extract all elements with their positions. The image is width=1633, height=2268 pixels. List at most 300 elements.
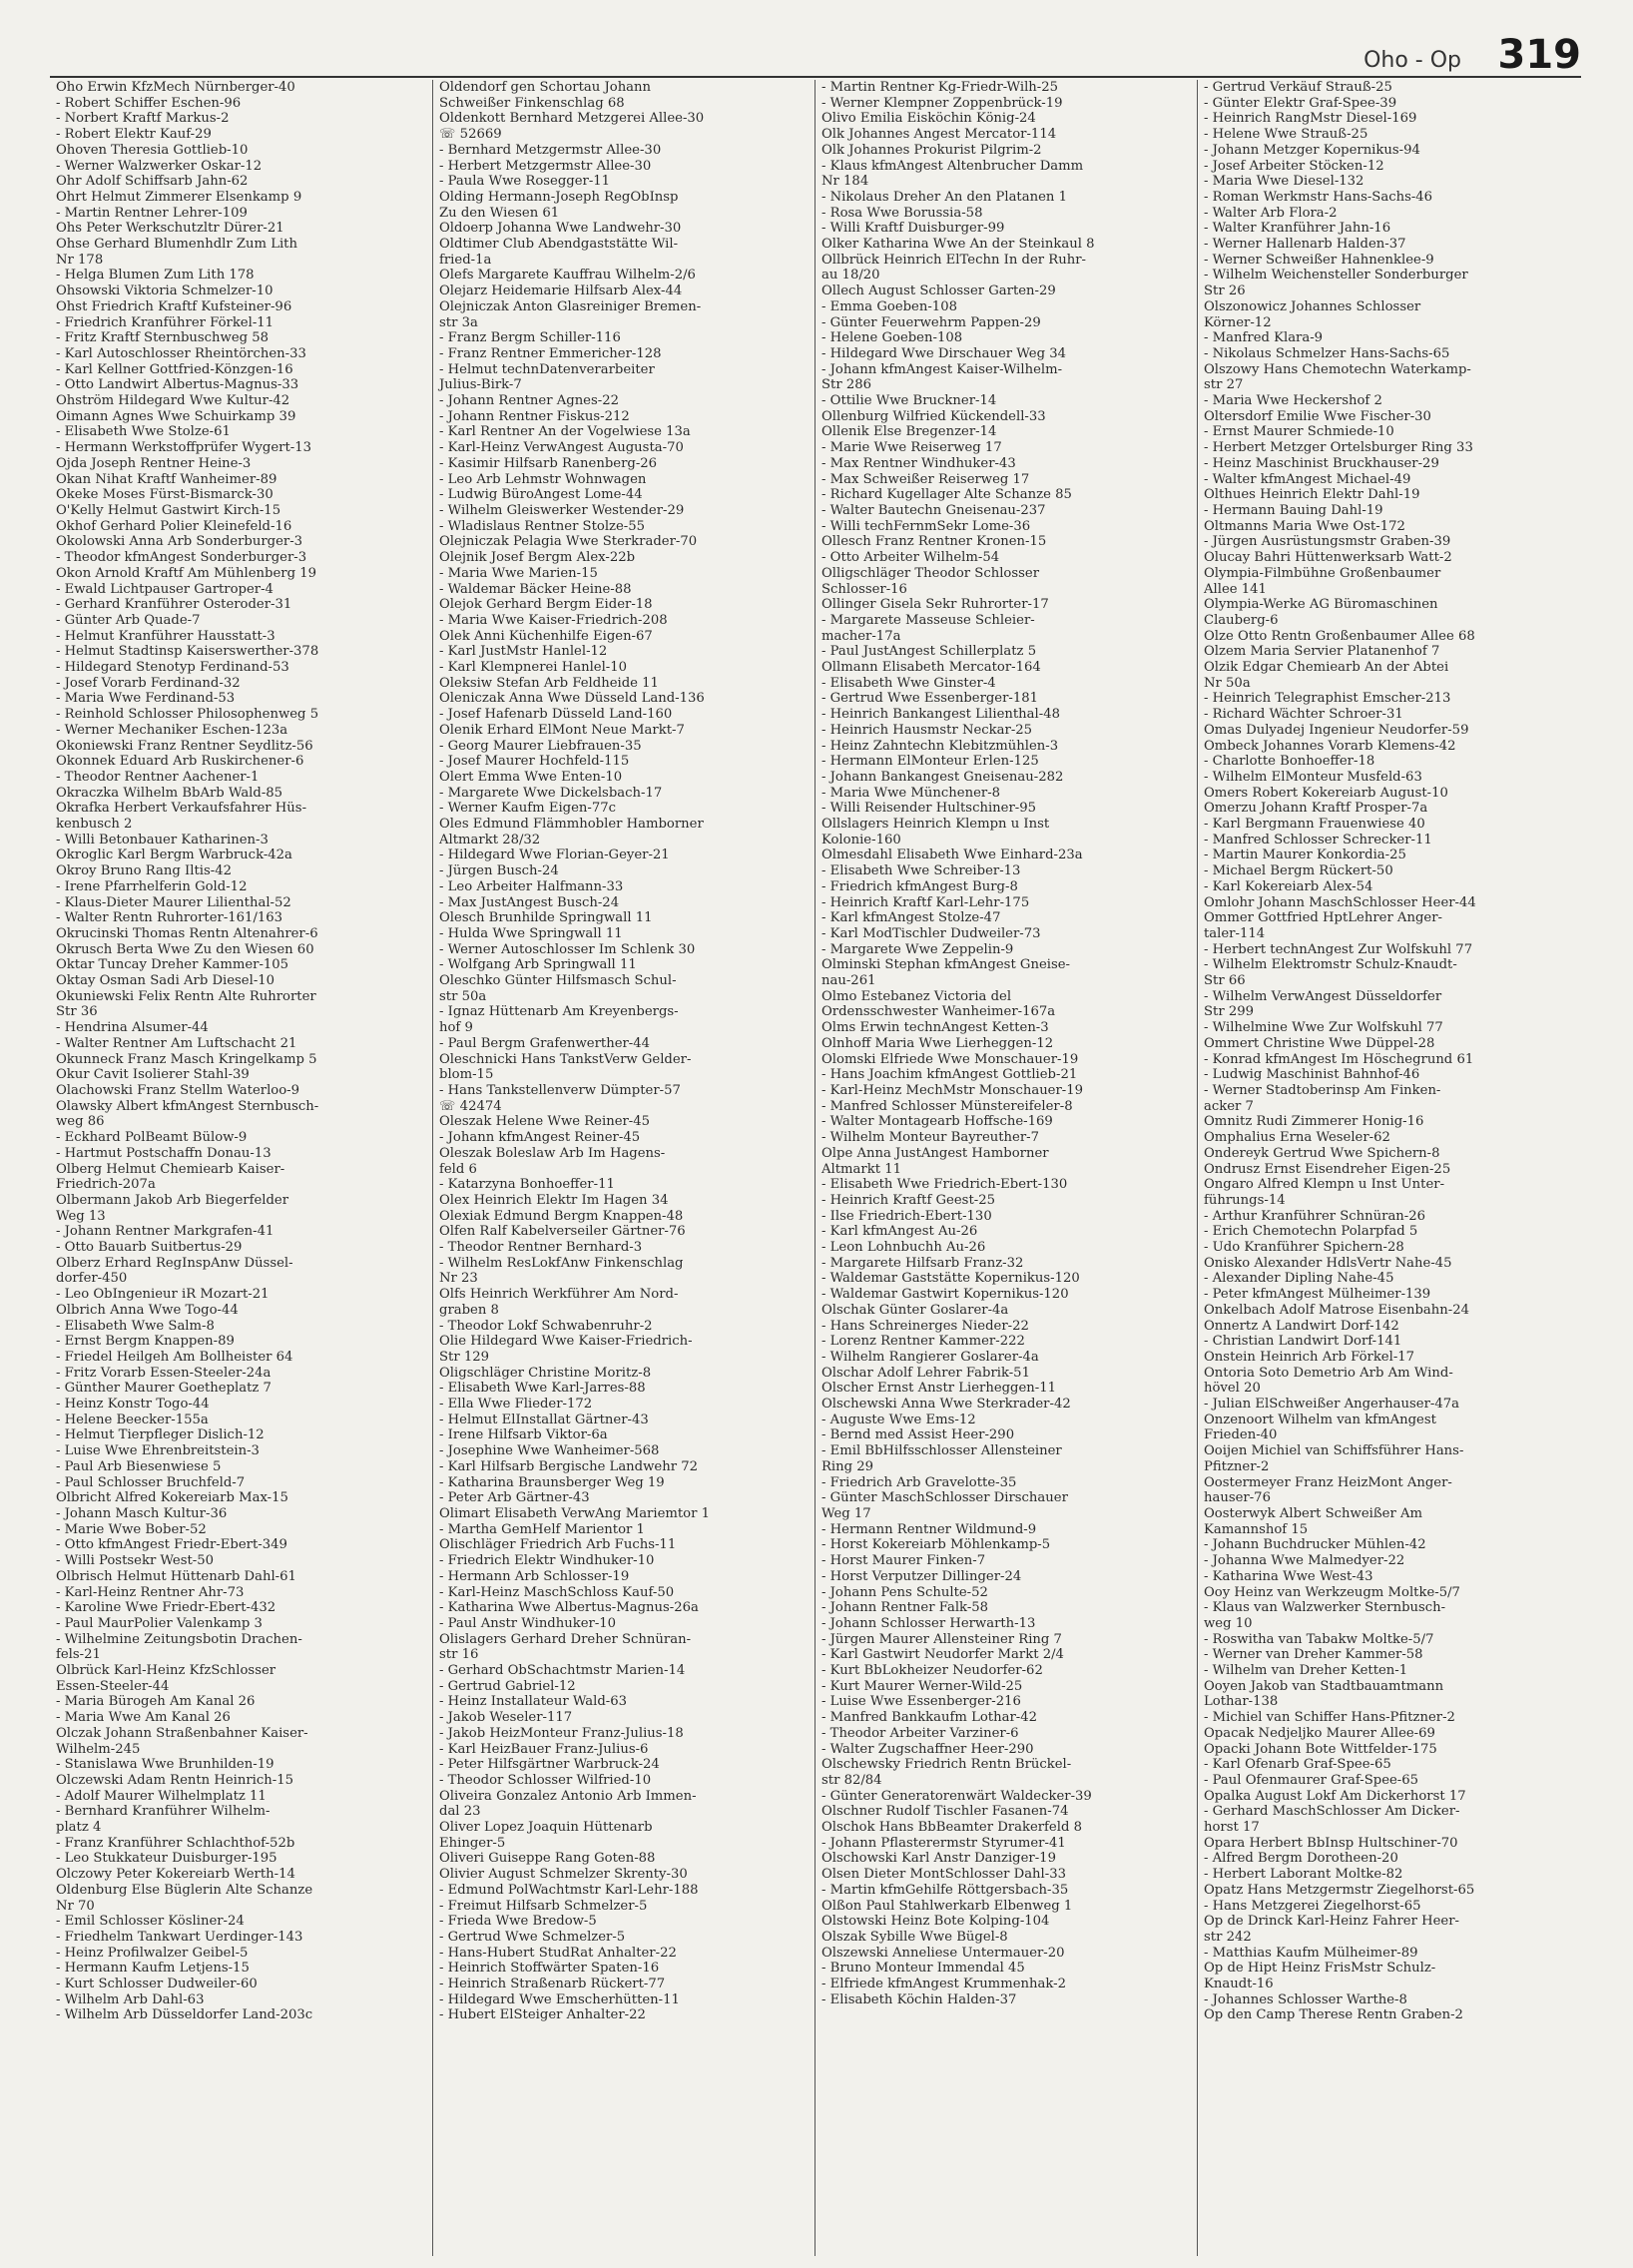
directory-entry: - Josef Maurer Hochfeld-115 [439,754,630,770]
directory-entry: Okunneck Franz Masch Kringelkamp 5 [56,1051,317,1067]
directory-entry: - Heinrich Kraftf Geest-25 [821,1192,995,1208]
directory-entry: Oldoerp Johanna Wwe Landwehr-30 [439,221,682,237]
directory-entry: Olejniczak Anton Glasreiniger Bremen- [439,298,702,314]
directory-entry: Oleksiw Stefan Arb Feldheide 11 [439,675,659,691]
directory-entry: - Hermann Werkstoffprüfer Wygert-13 [56,440,311,456]
directory-entry: - Willi Reisender Hultschiner-95 [821,801,1037,817]
directory-entry: Oltmanns Maria Wwe Ost-172 [1204,518,1405,534]
directory-entry: Weg 13 [56,1208,106,1224]
directory-entry: - Helene Wwe Strauß-25 [1204,127,1368,143]
directory-entry: - Herbert Metzgermstr Allee-30 [439,158,652,174]
directory-entry: - Wilhelm Rangierer Goslarer-4a [821,1349,1039,1365]
directory-entry: - Heinrich Telegraphist Emscher-213 [1204,691,1451,707]
directory-entry: - Ernst Maurer Schmiede-10 [1204,424,1394,440]
directory-entry: - Emma Goeben-108 [821,298,957,314]
directory-entry: - Elisabeth Wwe Karl-Jarres-88 [439,1381,646,1397]
directory-entry: - Emil Schlosser Kösliner-24 [56,1914,245,1930]
directory-entry: - Hendrina Alsumer-44 [56,1020,209,1036]
directory-entry: - Waldemar Bäcker Heine-88 [439,581,632,597]
directory-entry: Okroglic Karl Bergm Warbruck-42a [56,848,292,863]
directory-entry: str 242 [1204,1929,1252,1945]
directory-entry: - Jakob HeizMonteur Franz-Julius-18 [439,1725,684,1741]
directory-entry: - Johann kfmAngest Reiner-45 [439,1130,641,1146]
directory-entry: weg 86 [56,1114,105,1130]
directory-entry: Ooy Heinz van Werkzeugm Moltke-5/7 [1204,1584,1460,1600]
directory-entry: - Irene Pfarrhelferin Gold-12 [56,878,248,894]
directory-entry: - Margarete Masseuse Schleier- [821,612,1035,628]
directory-entry: dal 23 [439,1804,481,1820]
directory-entry: - Werner Klempner Zoppenbrück-19 [821,95,1063,111]
directory-entry: Okan Nihat Kraftf Wanheimer-89 [56,471,277,487]
directory-entry: - Leo ObIngenieur iR Mozart-21 [56,1287,270,1303]
directory-entry: - Elfriede kfmAngest Krummenhak-2 [821,1977,1066,1992]
directory-entry: Str 299 [1204,1004,1255,1020]
directory-entry: - Marie Wwe Reiserweg 17 [821,440,1002,456]
directory-entry: - Hildegard Wwe Florian-Geyer-21 [439,848,670,863]
directory-entry: Ollenburg Wilfried Kückendell-33 [821,408,1046,424]
directory-entry: Ollech August Schlosser Garten-29 [821,284,1056,299]
directory-entry: - Eckhard PolBeamt Bülow-9 [56,1130,248,1146]
directory-entry: - Wilhelm Monteur Bayreuther-7 [821,1130,1039,1146]
directory-entry: - Manfred Schlosser Münstereifeler-8 [821,1098,1073,1114]
directory-entry: - Ludwig Maschinist Bahnhof-46 [1204,1067,1420,1083]
directory-entry: - Heinz Installateur Wald-63 [439,1694,627,1710]
directory-entry: - Paula Wwe Rosegger-11 [439,174,611,190]
directory-entry: - Wilhelm ResLokfAnw Finkenschlag [439,1255,684,1271]
directory-entry: Oldtimer Club Abendgaststätte Wil- [439,237,679,253]
directory-entry: - Walter Montagearb Hoffsche-169 [821,1114,1053,1130]
directory-entry: - Nikolaus Schmelzer Hans-Sachs-65 [1204,345,1450,361]
directory-entry: - Hubert ElSteiger Anhalter-22 [439,2007,646,2023]
directory-entry: Julius-Birk-7 [439,377,522,393]
directory-entry: - Walter kfmAngest Michael-49 [1204,471,1411,487]
directory-entry: - Otto Landwirt Albertus-Magnus-33 [56,377,299,393]
directory-entry: - Maria Wwe Münchener-8 [821,785,1001,801]
directory-entry: Str 66 [1204,973,1246,989]
directory-entry: - Heinz Maschinist Bruckhauser-29 [1204,455,1439,471]
directory-entry: Okhof Gerhard Polier Kleinefeld-16 [56,518,292,534]
directory-entry: Allee 141 [1204,581,1267,597]
directory-entry: - Theodor Schlosser Wilfried-10 [439,1772,652,1788]
directory-entry: Oho Erwin KfzMech Nürnberger-40 [56,80,295,95]
directory-entry: - Karl-Heinz MechMstr Monschauer-19 [821,1083,1084,1098]
directory-entry: - Helmut Stadtinsp Kaiserswerther-378 [56,644,319,660]
directory-entry: - Johann Schlosser Herwarth-13 [821,1615,1036,1631]
directory-entry: Olschewski Anna Wwe Sterkrader-42 [821,1397,1071,1413]
directory-entry: Ordensschwester Wanheimer-167a [821,1004,1056,1020]
directory-entry: - Hans-Hubert StudRat Anhalter-22 [439,1945,677,1961]
directory-entry: - Paul Ofenmaurer Graf-Spee-65 [1204,1772,1419,1788]
directory-entry: - Otto Bauarb Suitbertus-29 [56,1240,243,1256]
directory-entry: Friedrich-207a [56,1177,156,1193]
directory-entry: - Luise Wwe Ehrenbreitstein-3 [56,1443,260,1459]
directory-entry: - Johann Pens Schulte-52 [821,1584,988,1600]
directory-entry: Oimann Agnes Wwe Schuirkamp 39 [56,408,296,424]
directory-entry: - Paul Bergm Grafenwerther-44 [439,1035,651,1051]
directory-entry: - Paul JustAngest Schillerplatz 5 [821,644,1037,660]
directory-entry: - Martin kfmGehilfe Röttgersbach-35 [821,1882,1069,1898]
directory-entry: - Elisabeth Wwe Schreiber-13 [821,863,1021,879]
directory-entry: Körner-12 [1204,314,1272,330]
directory-entry: - Martin Rentner Lehrer-109 [56,205,248,221]
directory-entry: Op de Hipt Heinz FrisMstr Schulz- [1204,1961,1436,1977]
directory-entry: - Bernd med Assist Heer-290 [821,1427,1015,1443]
directory-entry: - Norbert Kraftf Markus-2 [56,111,230,127]
directory-entry: Olympia-Filmbühne Großenbaumer [1204,565,1441,581]
directory-entry: Olejniczak Pelagia Wwe Sterkrader-70 [439,534,698,550]
directory-entry: - Helmut Kranführer Hausstatt-3 [56,628,275,644]
directory-entry: Okrusch Berta Wwe Zu den Wiesen 60 [56,941,314,957]
directory-entry: - Margarete Wwe Dickelsbach-17 [439,785,663,801]
directory-entry: fels-21 [56,1647,101,1663]
directory-entry: - Josef Vorarb Ferdinand-32 [56,675,241,691]
running-head: Oho - Op [1363,48,1461,73]
directory-entry: Olschowski Karl Anstr Danziger-19 [821,1851,1056,1867]
directory-entry: - Helmut technDatenverarbeiter [439,361,655,377]
directory-entry: - Hermann Kaufm Letjens-15 [56,1961,250,1977]
directory-entry: - Peter kfmAngest Mülheimer-139 [1204,1287,1431,1303]
directory-entry: - Kurt Schlosser Dudweiler-60 [56,1977,258,1992]
directory-entry: - Friedrich Arb Gravelotte-35 [821,1474,1017,1490]
directory-entry: Oleschnicki Hans TankstVerw Gelder- [439,1051,692,1067]
directory-entry: Ooijen Michiel van Schiffsführer Hans- [1204,1443,1464,1459]
directory-entry: Ohse Gerhard Blumenhdlr Zum Lith [56,237,297,253]
directory-entry: Okeke Moses Fürst-Bismarck-30 [56,487,273,503]
directory-entry: - Otto kfmAngest Friedr-Ebert-349 [56,1537,287,1553]
directory-entry: Okon Arnold Kraftf Am Mühlenberg 19 [56,565,317,581]
directory-entry: Oliver Lopez Joaquin Hüttenarb [439,1820,653,1836]
directory-entry: - Ella Wwe Flieder-172 [439,1397,593,1413]
directory-entry: Omnitz Rudi Zimmerer Honig-16 [1204,1114,1424,1130]
directory-entry: Olfen Ralf Kabelverseiler Gärtner-76 [439,1224,686,1240]
directory-entry: - Leo Arbeiter Halfmann-33 [439,878,624,894]
directory-entry: - Wilhelm Arb Dahl-63 [56,1991,205,2007]
directory-entry: Olding Hermann-Joseph RegObInsp [439,189,679,205]
directory-entry: - Maria Wwe Ferdinand-53 [56,691,236,707]
directory-entry: fried-1a [439,252,492,268]
directory-entry: Onisko Alexander HdlsVertr Nahe-45 [1204,1255,1452,1271]
directory-entry: Oltersdorf Emilie Wwe Fischer-30 [1204,408,1431,424]
directory-entry: - Maria Wwe Marien-15 [439,565,598,581]
directory-entry: - Heinrich RangMstr Diesel-169 [1204,111,1417,127]
directory-entry: - Klaus kfmAngest Altenbrucher Damm [821,158,1084,174]
directory-entry: - Marie Wwe Bober-52 [56,1521,207,1537]
directory-entry: - Leon Lohnbuchh Au-26 [821,1240,986,1256]
directory-entry: - Herbert Laborant Moltke-82 [1204,1867,1403,1883]
directory-entry: Olbrück Karl-Heinz KfzSchlosser [56,1663,276,1679]
directory-entry: Ooyen Jakob van Stadtbauamtmann [1204,1678,1444,1694]
directory-entry: - Günter MaschSchlosser Dirschauer [821,1490,1068,1506]
directory-entry: Nr 178 [56,252,104,268]
directory-entry: - Roman Werkmstr Hans-Sachs-46 [1204,189,1433,205]
directory-entry: - Manfred Bankkaufm Lothar-42 [821,1710,1037,1726]
directory-entry: Okoniewski Franz Rentner Seydlitz-56 [56,738,313,754]
directory-entry: - Irene Hilfsarb Viktor-6a [439,1427,608,1443]
directory-entry: Okrafka Herbert Verkaufsfahrer Hüs- [56,801,307,817]
directory-entry: - Heinz Zahntechn Klebitzmühlen-3 [821,738,1059,754]
directory-entry: - Horst Verputzer Dillinger-24 [821,1568,1022,1584]
directory-entry: Olschar Adolf Lehrer Fabrik-51 [821,1365,1030,1381]
directory-entry: Okur Cavit Isolierer Stahl-39 [56,1067,250,1083]
directory-entry: Schlosser-16 [821,581,907,597]
directory-entry: - Walter Bautechn Gneisenau-237 [821,502,1046,518]
directory-entry: Olex Heinrich Elektr Im Hagen 34 [439,1192,669,1208]
directory-entry: - Werner van Dreher Kammer-58 [1204,1647,1423,1663]
directory-entry: - Hermann ElMonteur Erlen-125 [821,754,1039,770]
directory-entry: - Martin Rentner Kg-Friedr-Wilh-25 [821,80,1059,95]
directory-entry: Oldendorf gen Schortau Johann [439,80,652,95]
directory-entry: - Günter Arb Quade-7 [56,612,201,628]
directory-entry: - Johann kfmAngest Kaiser-Wilhelm- [821,361,1063,377]
directory-entry: Olucay Bahri Hüttenwerksarb Watt-2 [1204,550,1452,566]
directory-entry: Nr 184 [821,174,869,190]
directory-entry: - Karl Bergmann Frauenwiese 40 [1204,817,1425,833]
directory-entry: Onnertz A Landwirt Dorf-142 [1204,1318,1399,1334]
directory-entry: - Hans Joachim kfmAngest Gottlieb-21 [821,1067,1078,1083]
directory-entry: - Theodor Rentner Bernhard-3 [439,1240,643,1256]
directory-entry: kenbusch 2 [56,817,133,833]
directory-entry: Olischläger Friedrich Arb Fuchs-11 [439,1537,677,1553]
directory-entry: Ollslagers Heinrich Klempn u Inst [821,817,1050,833]
directory-entry: Olszewski Anneliese Untermauer-20 [821,1945,1065,1961]
directory-entry: - Willi Kraftf Duisburger-99 [821,221,1005,237]
directory-entry: - Horst Maurer Finken-7 [821,1553,986,1569]
directory-entry: - Erich Chemotechn Polarpfad 5 [1204,1224,1418,1240]
directory-entry: - Ernst Bergm Knappen-89 [56,1334,235,1350]
directory-entry: Onstein Heinrich Arb Förkel-17 [1204,1349,1415,1365]
directory-entry: str 3a [439,314,478,330]
directory-entry: - Bernhard Kranführer Wilhelm- [56,1804,271,1820]
directory-entry: - Johann Rentner Agnes-22 [439,393,619,409]
directory-entry: Olms Erwin technAngest Ketten-3 [821,1020,1049,1036]
directory-entry: - Jürgen Busch-24 [439,863,559,879]
directory-entry: - Arthur Kranführer Schnüran-26 [1204,1208,1426,1224]
directory-entry: - Paul MaurPolier Valenkamp 3 [56,1615,263,1631]
directory-entry: Oleniczak Anna Wwe Düsseld Land-136 [439,691,705,707]
directory-entry: - Walter Kranführer Jahn-16 [1204,221,1391,237]
directory-entry: - Adolf Maurer Wilhelmplatz 11 [56,1788,267,1804]
directory-entry: - Hulda Wwe Springwall 11 [439,925,623,941]
directory-entry: Clauberg-6 [1204,612,1279,628]
directory-entry: - Theodor Arbeiter Varziner-6 [821,1725,1019,1741]
directory-entry: - Otto Arbeiter Wilhelm-54 [821,550,1000,566]
directory-entry: - Waldemar Gaststätte Kopernikus-120 [821,1271,1080,1287]
directory-entry: - Karl Autoschlosser Rheintörchen-33 [56,345,306,361]
directory-entry: Str 26 [1204,284,1246,299]
directory-entry: - Elisabeth Wwe Stolze-61 [56,424,231,440]
directory-entry: - Friedrich Elektr Windhuker-10 [439,1553,655,1569]
directory-entry: nau-261 [821,973,876,989]
directory-entry: Schweißer Finkenschlag 68 [439,95,625,111]
directory-entry: - Wilhelm van Dreher Ketten-1 [1204,1663,1408,1679]
directory-entry: Omlohr Johann MaschSchlosser Heer-44 [1204,894,1476,910]
directory-entry: - Maria Wwe Kaiser-Friedrich-208 [439,612,668,628]
directory-entry: - Bernhard Metzgermstr Allee-30 [439,142,662,158]
directory-entry: - Konrad kfmAngest Im Höschegrund 61 [1204,1051,1474,1067]
directory-entry: Olmo Estebanez Victoria del [821,988,1012,1004]
directory-entry: Oles Edmund Flämmhobler Hamborner [439,817,704,833]
directory-entry: - Walter Arb Flora-2 [1204,205,1338,221]
directory-entry: Olzem Maria Servier Platanenhof 7 [1204,644,1440,660]
directory-entry: Ring 29 [821,1458,874,1474]
directory-entry: - Wilhelm Weichensteller Sonderburger [1204,268,1468,284]
directory-entry: taler-114 [1204,925,1266,941]
directory-entry: Omerzu Johann Kraftf Prosper-7a [1204,801,1428,817]
directory-entry: Ongaro Alfred Klempn u Inst Unter- [1204,1177,1445,1193]
directory-entry: Olczewski Adam Rentn Heinrich-15 [56,1772,294,1788]
directory-entry: - Wladislaus Rentner Stolze-55 [439,518,646,534]
directory-entry: - Walter Zugschaffner Heer-290 [821,1741,1034,1757]
directory-entry: - Hans Schreinerges Nieder-22 [821,1318,1029,1334]
directory-entry: Oosterwyk Albert Schweißer Am [1204,1505,1422,1521]
directory-entry: Op de Drinck Karl-Heinz Fahrer Heer- [1204,1914,1459,1930]
directory-entry: - Werner Kaufm Eigen-77c [439,801,617,817]
directory-entry: Olberg Helmut Chemiearb Kaiser- [56,1161,285,1177]
directory-entry: führungs-14 [1204,1192,1286,1208]
directory-entry: - Wilhelm Arb Düsseldorfer Land-203c [56,2007,313,2023]
directory-entry: Olfs Heinrich Werkführer Am Nord- [439,1287,679,1303]
directory-entry: - Günther Maurer Goetheplatz 7 [56,1381,272,1397]
directory-entry: Ollesch Franz Rentner Kronen-15 [821,534,1047,550]
directory-entry: Olnhoff Maria Wwe Lierheggen-12 [821,1035,1054,1051]
directory-entry: feld 6 [439,1161,477,1177]
directory-entry: Olminski Stephan kfmAngest Gneise- [821,957,1071,973]
directory-entry: Olscher Ernst Anstr Lierheggen-11 [821,1381,1057,1397]
directory-entry: - Peter Arb Gärtner-43 [439,1490,590,1506]
directory-entry: Olek Anni Küchenhilfe Eigen-67 [439,628,653,644]
directory-entry: - Hans Tankstellenverw Dümpter-57 [439,1083,681,1098]
directory-entry: - Hermann Rentner Wildmund-9 [821,1521,1037,1537]
directory-entry: Olthues Heinrich Elektr Dahl-19 [1204,487,1420,503]
directory-entry: Onkelbach Adolf Matrose Eisenbahn-24 [1204,1302,1469,1318]
directory-entry: Str 129 [439,1349,490,1365]
directory-entry: Onzenoort Wilhelm van kfmAngest [1204,1412,1436,1427]
directory-entry: - Hans Metzgerei Ziegelhorst-65 [1204,1898,1421,1914]
directory-entry: - Josef Hafenarb Düsseld Land-160 [439,707,673,723]
directory-entry: - Stanislawa Wwe Brunhilden-19 [56,1757,274,1773]
directory-entry: - Günter Generatorenwärt Waldecker-39 [821,1788,1092,1804]
directory-entry: Olszonowicz Johannes Schlosser [1204,298,1421,314]
directory-entry: Ohrt Helmut Zimmerer Elsenkamp 9 [56,189,302,205]
directory-entry: - Willi Betonbauer Katharinen-3 [56,832,269,848]
directory-entry: - Maria Wwe Heckershof 2 [1204,393,1382,409]
directory-entry: Olschok Hans BbBeamter Drakerfeld 8 [821,1820,1082,1836]
directory-entry: Olze Otto Rentn Großenbaumer Allee 68 [1204,628,1475,644]
directory-entry: - Josephine Wwe Wanheimer-568 [439,1443,660,1459]
directory-entry: - Johann Buchdrucker Mühlen-42 [1204,1537,1426,1553]
directory-entry: - Peter Hilfsgärtner Warbruck-24 [439,1757,660,1773]
directory-entry: - Fritz Kraftf Sternbuschweg 58 [56,330,270,346]
directory-entry: - Martin Maurer Konkordia-25 [1204,848,1406,863]
directory-entry: str 50a [439,988,487,1004]
directory-entry: - Josef Arbeiter Stöcken-12 [1204,158,1384,174]
directory-entry: Omphalius Erna Weseler-62 [1204,1130,1390,1146]
directory-entry: Olawsky Albert kfmAngest Sternbusch- [56,1098,319,1114]
directory-entry: - Willi techFernmSekr Lome-36 [821,518,1031,534]
directory-entry: Olzik Edgar Chemiearb An der Abtei [1204,660,1449,676]
directory-entry: Oldenkott Bernhard Metzgerei Allee-30 [439,111,705,127]
directory-entry: Pfitzner-2 [1204,1458,1270,1474]
directory-entry: blom-15 [439,1067,494,1083]
directory-entry: - Hildegard Wwe Dirschauer Weg 34 [821,345,1067,361]
directory-entry: Ondereyk Gertrud Wwe Spichern-8 [1204,1145,1440,1161]
directory-entry: ☏ 42474 [439,1098,502,1114]
directory-entry: Olivo Emilia Eisköchin König-24 [821,111,1036,127]
directory-entry: - Robert Elektr Kauf-29 [56,127,212,143]
directory-entry: platz 4 [56,1820,102,1836]
directory-entry: - Elisabeth Wwe Ginster-4 [821,675,996,691]
directory-entry: - Willi Postsekr West-50 [56,1553,215,1569]
directory-entry: - Helmut Tierpfleger Dislich-12 [56,1427,265,1443]
directory-entry: - Werner Hallenarb Halden-37 [1204,237,1406,253]
directory-entry: - Maria Bürogeh Am Kanal 26 [56,1694,256,1710]
directory-entry: - Max JustAngest Busch-24 [439,894,620,910]
directory-entry: Ollbrück Heinrich ElTechn In der Ruhr- [821,252,1086,268]
directory-entry: Olie Hildegard Wwe Kaiser-Friedrich- [439,1334,693,1350]
directory-entry: - Werner Mechaniker Eschen-123a [56,722,288,738]
directory-entry: Op den Camp Therese Rentn Graben-2 [1204,2007,1463,2023]
directory-entry: str 16 [439,1647,479,1663]
directory-entry: - Udo Kranführer Spichern-28 [1204,1240,1404,1256]
directory-entry: Ehinger-5 [439,1835,506,1851]
directory-entry: - Paul Arb Biesenwiese 5 [56,1458,222,1474]
directory-entry: Ojda Joseph Rentner Heine-3 [56,455,252,471]
directory-entry: - Karoline Wwe Friedr-Ebert-432 [56,1600,276,1616]
directory-entry: Oleschko Günter Hilfsmasch Schul- [439,973,677,989]
directory-entry: - Günter Elektr Graf-Spee-39 [1204,95,1397,111]
directory-entry: - Roswitha van Tabakw Moltke-5/7 [1204,1631,1434,1647]
directory-entry: - Elisabeth Wwe Friedrich-Ebert-130 [821,1177,1068,1193]
directory-entry: Knaudt-16 [1204,1977,1274,1992]
directory-entry: Oligschläger Christine Moritz-8 [439,1365,652,1381]
directory-entry: - Bruno Monteur Immendal 45 [821,1961,1025,1977]
directory-entry: Olligschläger Theodor Schlosser [821,565,1039,581]
directory-entry: - Wilhelm VerwAngest Düsseldorfer [1204,988,1442,1004]
directory-entry: - Helene Goeben-108 [821,330,963,346]
directory-entry: - Matthias Kaufm Mülheimer-89 [1204,1945,1418,1961]
directory-entry: Olberz Erhard RegInspAnw Düssel- [56,1255,293,1271]
directory-entry: - Karl-Heinz Rentner Ahr-73 [56,1584,245,1600]
directory-entry: Olstowski Heinz Bote Kolping-104 [821,1914,1050,1930]
directory-entry: Nr 70 [56,1898,95,1914]
directory-entry: - Paul Anstr Windhuker-10 [439,1615,617,1631]
directory-entry: - Leo Stukkateur Duisburger-195 [56,1851,277,1867]
directory-entry: Olschner Rudolf Tischler Fasanen-74 [821,1804,1069,1820]
directory-entry: Opacak Nedjeljko Maurer Allee-69 [1204,1725,1435,1741]
directory-entry: Kamannshof 15 [1204,1521,1309,1537]
directory-entry: Olejnik Josef Bergm Alex-22b [439,550,636,566]
directory-entry: - Wilhelm ElMonteur Musfeld-63 [1204,769,1422,785]
directory-entry: Olczak Johann Straßenbahner Kaiser- [56,1725,308,1741]
directory-entry: Olszak Sybille Wwe Bügel-8 [821,1929,1008,1945]
directory-entry: Oktay Osman Sadi Arb Diesel-10 [56,973,275,989]
directory-entry: Opatz Hans Metzgermstr Ziegelhorst-65 [1204,1882,1475,1898]
directory-entry: Olefs Margarete Kauffrau Wilhelm-2/6 [439,268,696,284]
directory-entry: - Julian ElSchweißer Angerhauser-47a [1204,1397,1459,1413]
directory-entry: Olympia-Werke AG Büromaschinen [1204,597,1438,613]
directory-entry: - Hermann Bauing Dahl-19 [1204,502,1383,518]
directory-entry: Oostermeyer Franz HeizMont Anger- [1204,1474,1452,1490]
directory-entry: Olschewsky Friedrich Rentn Brückel- [821,1757,1072,1773]
directory-entry: - Gerhard ObSchachtmstr Marien-14 [439,1663,686,1679]
directory-entry: - Manfred Klara-9 [1204,330,1324,346]
directory-entry: - Ilse Friedrich-Ebert-130 [821,1208,992,1224]
directory-entry: Ondrusz Ernst Eisendreher Eigen-25 [1204,1161,1451,1177]
directory-entry: Olbrisch Helmut Hüttenarb Dahl-61 [56,1568,296,1584]
directory-entry: - Franz Bergm Schiller-116 [439,330,621,346]
directory-entry: - Alexander Dipling Nahe-45 [1204,1271,1394,1287]
directory-entry: - Franz Rentner Emmericher-128 [439,345,662,361]
